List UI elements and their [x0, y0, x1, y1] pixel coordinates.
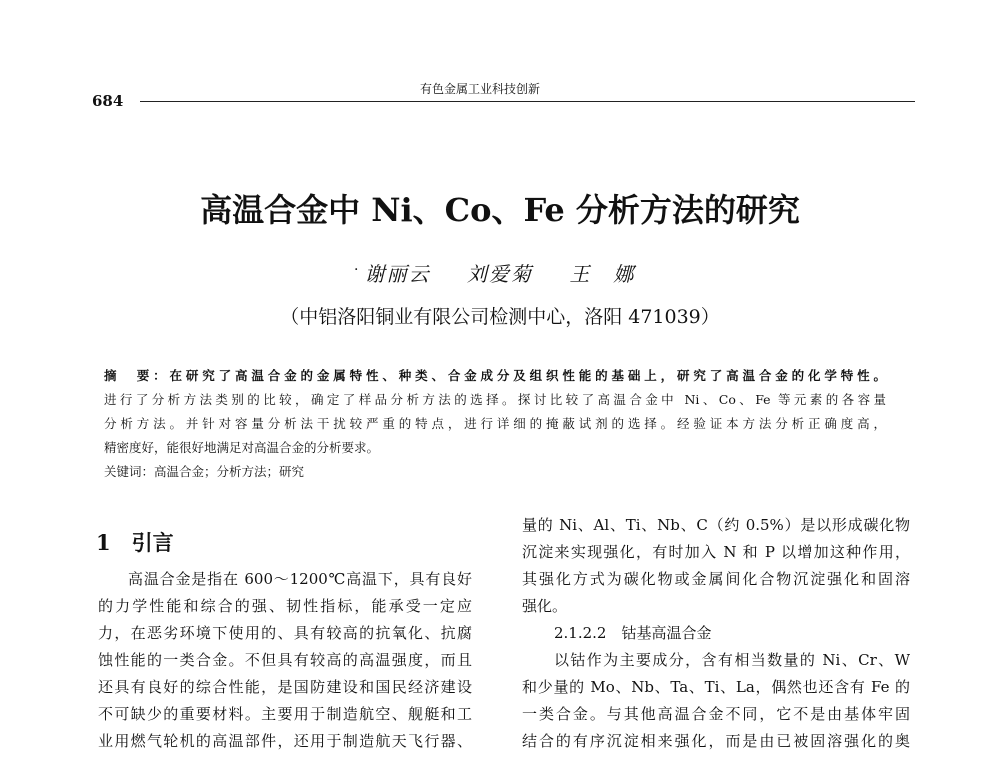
body-line: 蚀性能的一类合金。不但具有较高的高温强度，而且 [98, 651, 472, 669]
body-line: 其强化方式为碳化物或金属间化合物沉淀强化和固溶 [522, 570, 910, 588]
body-line: 还具有良好的综合性能，是国防建设和国民经济建设 [98, 678, 472, 696]
section-heading: 1 引言 [96, 530, 174, 555]
body-line: 一类合金。与其他高温合金不同，它不是由基体牢固 [522, 705, 910, 723]
subsection-heading: 2.1.2.2 钴基高温合金 [554, 624, 712, 642]
abstract-line: 精密度好，能很好地满足对高温合金的分析要求。 [104, 440, 380, 455]
body-line: 不可缺少的重要材料。主要用于制造航空、舰艇和工 [98, 705, 472, 723]
author: 谢丽云 [364, 262, 431, 286]
paper-title: 高温合金中 Ni、Co、Fe 分析方法的研究 [200, 191, 800, 229]
header-rule [140, 101, 915, 102]
abstract-line: 分析方法。并针对容量分析法干扰较严重的特点，进行详细的掩蔽试剂的选择。经验证本方法分析正确度高， [104, 416, 886, 431]
abstract-line: 摘 要：在研究了高温合金的金属特性、种类、合金成分及组织性能的基础上，研究了高温合金的化学特性。 [104, 368, 886, 383]
body-line: 强化。 [522, 597, 568, 615]
body-line: 力，在恶劣环境下使用的、具有较高的抗氧化、抗腐 [98, 624, 472, 642]
body-line: 结合的有序沉淀相来强化，而是由已被固溶强化的奥 [522, 732, 910, 750]
body-line: 业用燃气轮机的高温部件，还用于制造航天飞行器、 [98, 732, 472, 750]
author: 刘爱菊 [467, 262, 533, 286]
abstract-line: 进行了分析方法类别的比较，确定了样品分析方法的选择。探讨比较了高温合金中 Ni、Co、Fe 等元素的各容量 [104, 392, 886, 407]
affiliation: （中铝洛阳铜业有限公司检测中心，洛阳 471039） [280, 306, 720, 328]
body-line: 量的 Ni、Al、Ti、Nb、C（约 0.5%）是以形成碳化物 [522, 516, 910, 534]
running-header-journal: 有色金属工业科技创新 [420, 82, 541, 96]
body-line: 沉淀来实现强化，有时加入 N 和 P 以增加这种作用， [522, 543, 910, 561]
author-mark: · [354, 262, 359, 278]
authors [0, 258, 1000, 287]
body-line: 和少量的 Mo、Nb、Ta、Ti、La，偶然也还含有 Fe 的 [522, 678, 910, 696]
page-number: 684 [92, 92, 124, 110]
keywords: 关键词：高温合金；分析方法；研究 [104, 464, 305, 479]
author: 王 娜 [569, 262, 636, 286]
body-line: 的力学性能和综合的强、韧性指标，能承受一定应 [98, 597, 472, 615]
body-line: 以钴作为主要成分，含有相当数量的 Ni、Cr、W [554, 651, 910, 669]
body-line: 高温合金是指在 600～1200℃高温下，具有良好 [128, 570, 472, 588]
